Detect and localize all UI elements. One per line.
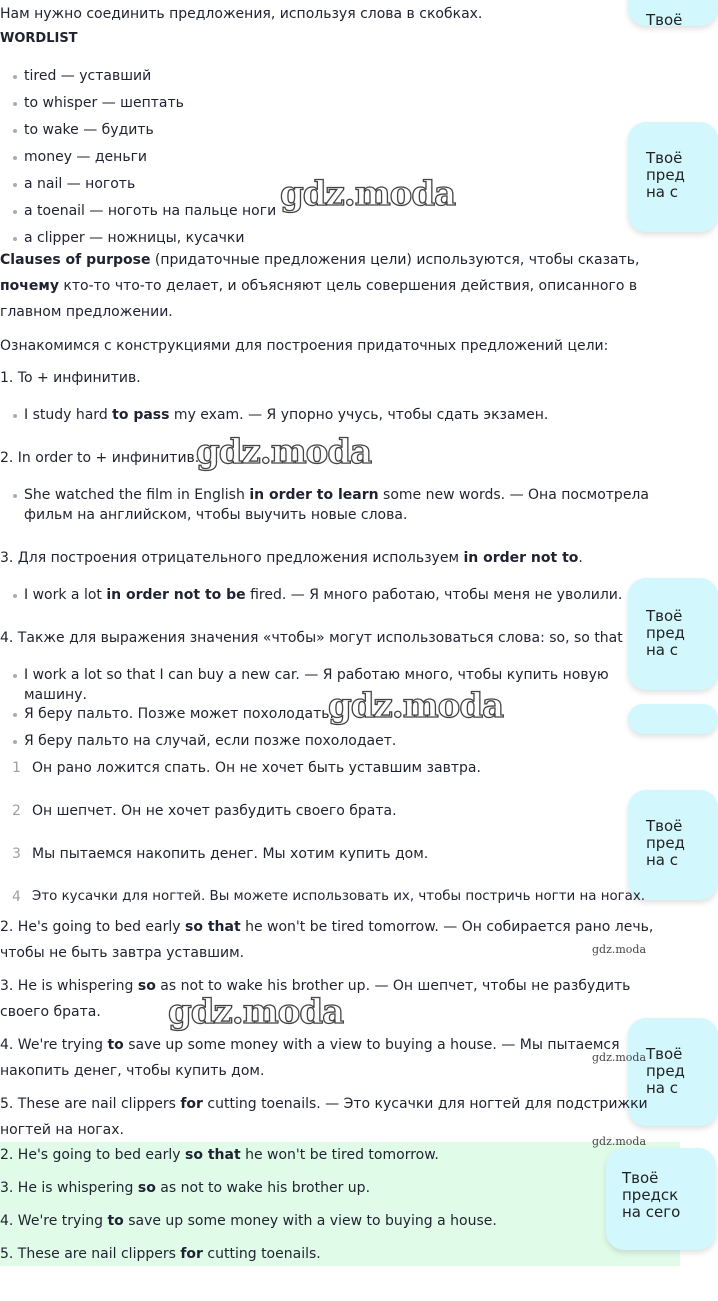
promo-bubble[interactable] [628, 578, 718, 690]
answer-line: ногтей на ногах. [0, 1122, 124, 1138]
answer-line: 5. These are nail clippers for cutting toenails. — Это кусачки для ногтей для подстрижки [0, 1096, 648, 1112]
watermark-logo: gdz.moda [328, 686, 504, 726]
wordlist-item: to whisper — шептать [14, 93, 184, 113]
final-answer: 3. He is whispering so as not to wake his brother up. [0, 1180, 371, 1196]
watermark-logo: gdz.moda [196, 432, 372, 472]
final-answer: 2. He's going to bed early so that he won't be tired tomorrow. [0, 1147, 439, 1163]
theory-paragraph: Ознакомимся с конструкциями для построения придаточных предложений цели: [0, 338, 609, 354]
construction-4: 4. Также для выражения значения «чтобы» могут использоваться слова: so, so that [0, 630, 623, 646]
wordlist-title: WORDLIST [0, 31, 78, 46]
watermark-small: gdz.moda [592, 1051, 647, 1064]
final-answer: 5. These are nail clippers for cutting toenails. [0, 1246, 321, 1262]
promo-bubble-line: пред [646, 834, 685, 852]
example-item-cont: машину. [24, 687, 87, 703]
watermark-small: gdz.moda [592, 1135, 647, 1148]
construction-2: 2. In order to + инфинитив. [0, 450, 200, 466]
theory-paragraph: Clauses of purpose (придаточные предложения цели) используются, чтобы сказать, [0, 252, 640, 268]
example-item: I study hard to pass my exam. — Я упорно учусь, чтобы сдать экзамен. [14, 405, 548, 425]
example-item-cont: фильм на английском, чтобы выучить новые слова. [24, 507, 408, 523]
promo-bubble-line: Твоё [646, 1045, 683, 1063]
watermark-logo: gdz.moda [280, 174, 456, 214]
task-text: Он шепчет. Он не хочет разбудить своего брата. [32, 803, 397, 819]
example-item: She watched the film in English in order to learn some new words. — Она посмотрела [14, 485, 649, 505]
final-answer: 4. We're trying to save up some money with a view to buying a house. [0, 1213, 497, 1229]
wordlist-item: money — деньги [14, 147, 147, 167]
construction-1: 1. To + инфинитив. [0, 370, 141, 386]
watermark-logo: gdz.moda [168, 992, 344, 1032]
task-number: 3 [12, 846, 21, 862]
answer-line: 2. He's going to bed early so that he won't be tired tomorrow. — Он собирается рано лечь, [0, 919, 654, 935]
promo-bubble-line: Твоё [646, 607, 683, 625]
promo-bubble-line: на с [646, 641, 679, 659]
promo-bubble-line: на сего [622, 1203, 681, 1221]
promo-bubble[interactable] [606, 1148, 716, 1250]
watermark-small: gdz.moda [592, 943, 647, 956]
task-number: 4 [12, 889, 21, 905]
task-text: Это кусачки для ногтей. Вы можете использовать их, чтобы постричь ногти на ногах. [32, 889, 646, 904]
promo-bubble-line: на с [646, 1079, 679, 1097]
construction-3: 3. Для построения отрицательного предложения используем in order not to. [0, 550, 583, 566]
example-item: I work a lot so that I can buy a new car. — Я работаю много, чтобы купить новую [14, 665, 609, 685]
promo-bubble-line: Твоё [622, 1169, 659, 1187]
theory-paragraph: главном предложении. [0, 304, 173, 320]
theory-paragraph: почему кто-то что-то делает, и объясняют цель совершения действия, описанного в [0, 278, 638, 294]
promo-bubble-top[interactable] [628, 0, 718, 29]
wordlist-item: a clipper — ножницы, кусачки [14, 228, 244, 248]
task-number: 1 [12, 760, 21, 776]
promo-bubble-line: пред [646, 166, 685, 184]
answer-line: накопить денег, чтобы купить дом. [0, 1063, 265, 1079]
answer-line: 3. He is whispering so as not to wake his brother up. — Он шепчет, чтобы не разбудить [0, 978, 631, 994]
promo-bubble-line: предск [622, 1186, 679, 1204]
promo-bubble-line: на с [646, 183, 679, 201]
wordlist-item: tired — уставший [14, 66, 151, 86]
example-item: I work a lot in order not to be fired. — Я много работаю, чтобы меня не уволили. [14, 585, 622, 605]
answer-line: чтобы не быть завтра уставшим. [0, 945, 245, 961]
answer-line: своего брата. [0, 1004, 101, 1020]
task-text: Мы пытаемся накопить денег. Мы хотим купить дом. [32, 846, 429, 862]
wordlist-item: a toenail — ноготь на пальце ноги [14, 201, 276, 221]
example-item: Я беру пальто на случай, если позже похолодает. [14, 731, 396, 751]
example-item: Я беру пальто. Позже может похолодать. [14, 704, 334, 724]
promo-bubble-line: на с [646, 851, 679, 869]
promo-bubble-line: Твоё [646, 817, 683, 835]
wordlist-item: to wake — будить [14, 120, 154, 140]
answer-line: 4. We're trying to save up some money with a view to buying a house. — Мы пытаемся [0, 1037, 620, 1053]
promo-bubble-tail [628, 704, 718, 734]
task-text: Он рано ложится спать. Он не хочет быть уставшим завтра. [32, 760, 481, 776]
promo-bubble-line: Твоё [646, 149, 683, 167]
task-number: 2 [12, 803, 21, 819]
intro-text: Нам нужно соединить предложения, используя слова в скобках. [0, 6, 483, 22]
promo-bubble[interactable] [628, 790, 718, 900]
promo-bubble-line: пред [646, 1062, 685, 1080]
wordlist-item: a nail — ноготь [14, 174, 135, 194]
promo-bubble[interactable] [628, 122, 718, 232]
promo-bubble-line: пред [646, 624, 685, 642]
promo-bubble-text: Твоё [646, 11, 683, 29]
